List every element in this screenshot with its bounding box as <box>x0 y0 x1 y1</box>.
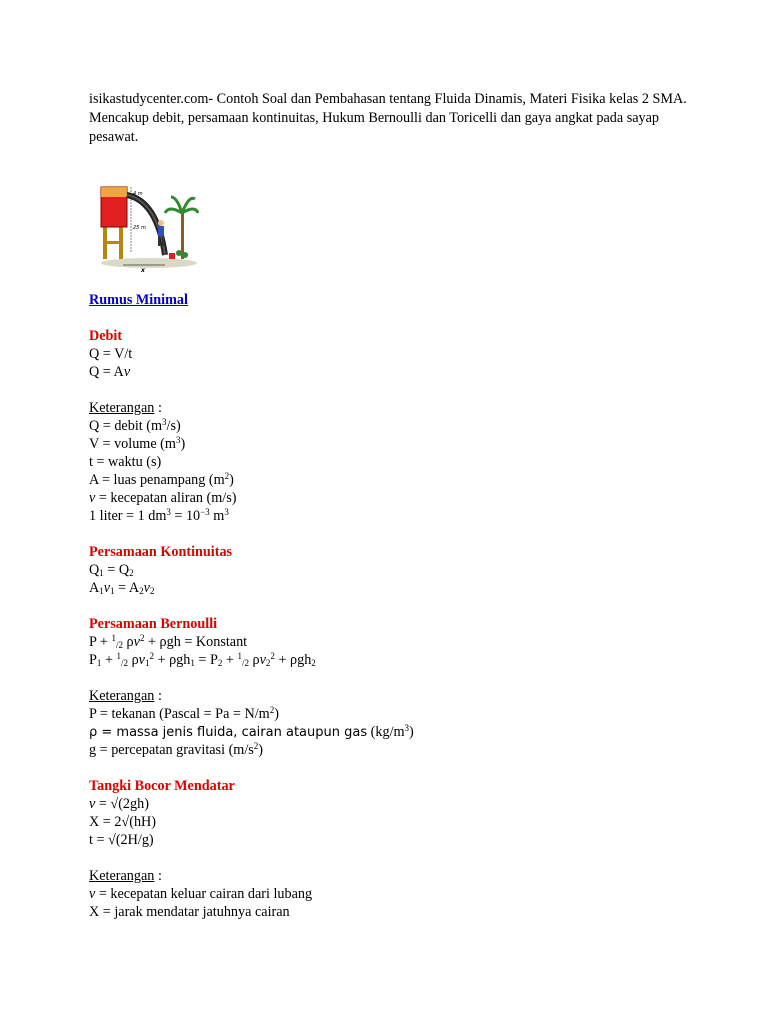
tangki-formula-x: X = 2√(hH) <box>89 814 157 830</box>
intro-paragraph: isikastudycenter.com- Contoh Soal dan Pembahasan tentang Fluida Dinamis, Materi Fisika kelas 2 SMA. Mencakup debit, persamaan kontinuitas, Hukum Bernoulli dan Toricelli dan gaya angkat pada sayap pesawat. <box>89 91 687 145</box>
tangki-formula-v: v = √(2gh) <box>89 796 149 812</box>
ket-massa-jenis: ρ = massa jenis fluida, cairan ataupun gas $(kg/m^3)$ <box>89 723 414 740</box>
ket-jarak-mendatar: X = jarak mendatar jatuhnya cairan <box>89 904 290 920</box>
tank-diagram-svg <box>99 183 199 273</box>
keterangan-heading-3: Keterangan : <box>89 868 162 884</box>
ket-waktu: t = waktu (s) <box>89 454 162 470</box>
debit-heading: Debit <box>89 328 123 344</box>
bernoulli-formula-1: P + $^1_{/2}$ $\rho v^2 + \rho gh$ = Konstant <box>89 633 248 650</box>
tangki-heading: Tangki Bocor Mendatar <box>89 778 235 794</box>
bernoulli-heading: Persamaan Bernoulli <box>89 616 218 632</box>
kontinuitas-formula-2: $A_1v_1 = A_2v_2$ <box>89 580 155 596</box>
height-label-top: 4 m <box>133 191 143 197</box>
ket-gravitasi: g = percepatan gravitasi $(m/s^2)$ <box>89 741 264 758</box>
ket-luas: A = luas penampang $(m^2)$ <box>89 471 234 488</box>
height-label-mid: 25 m <box>133 225 146 231</box>
rumus-minimal-link[interactable]: Rumus Minimal <box>89 292 188 308</box>
ket-tekanan: P = tekanan (Pascal = $Pa = N/m^2$) <box>89 705 279 722</box>
debit-formula-2: Q = Av <box>89 364 131 380</box>
ket-liter: 1 liter = 1 $dm^3 = 10^{-3}$ $m^3$ <box>89 507 229 524</box>
debit-formula-1: Q = V/t <box>89 346 133 362</box>
kontinuitas-heading: Persamaan Kontinuitas <box>89 544 233 560</box>
keterangan-heading-1: Keterangan : <box>89 400 162 416</box>
tangki-formula-t: t = √(2H/g) <box>89 832 154 848</box>
ket-kecepatan: v = kecepatan aliran (m/s) <box>89 490 237 506</box>
x-label: x <box>141 267 145 273</box>
bernoulli-formula-2: $P_1 + ^1_{/2}$ $\rho v_1^2 + \rho gh_1 = P_2 + ^1_{/2}$ $\rho v_2^2 + \rho gh_2$ <box>89 651 316 668</box>
ket-debit: Q = debit $(m^3/s)$ <box>89 417 181 434</box>
ket-volume: V = volume $(m^3)$ <box>89 435 186 452</box>
keterangan-heading-2: Keterangan : <box>89 688 162 704</box>
leaking-tank-illustration <box>99 183 199 273</box>
kontinuitas-formula-1: $Q_1 = Q_2$ <box>89 562 134 578</box>
ket-kecepatan-keluar: v = kecepatan keluar cairan dari lubang <box>89 886 313 902</box>
document-page <box>89 90 689 921</box>
